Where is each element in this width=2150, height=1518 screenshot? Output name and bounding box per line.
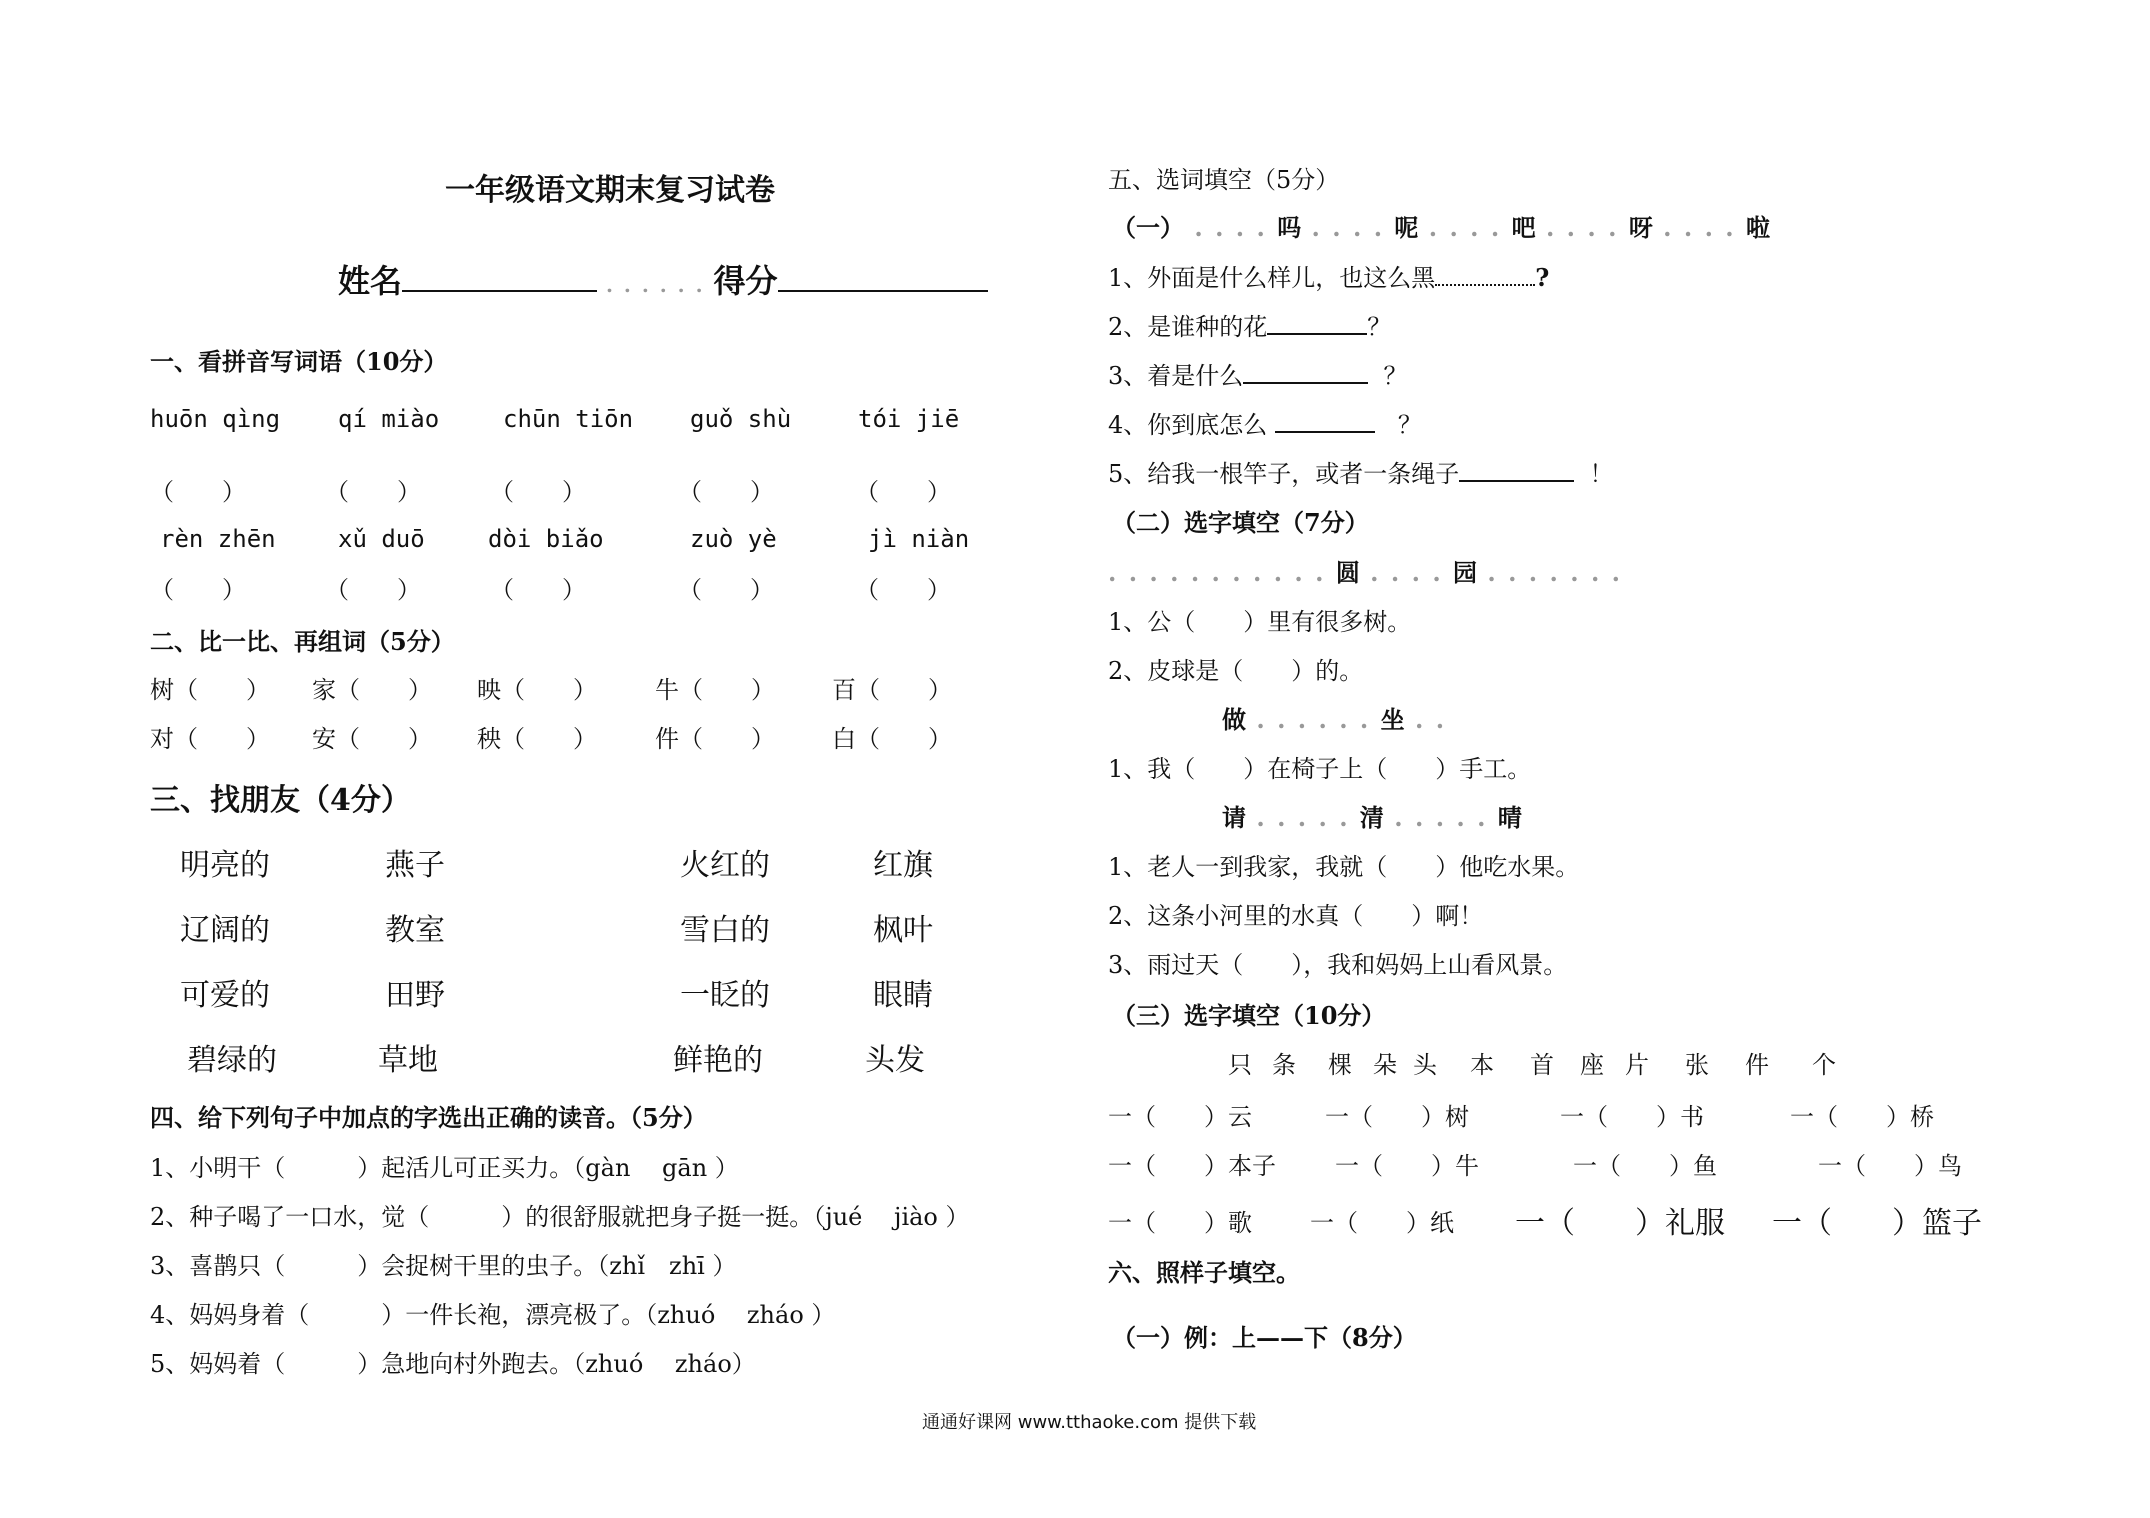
pinyin-6: rèn zhēn — [160, 525, 276, 553]
match-word[interactable]: 草地 — [378, 1043, 438, 1078]
match-word[interactable]: 一眨的 — [680, 978, 770, 1013]
answer-paren[interactable]: （ ） — [325, 478, 421, 506]
section-5-heading: 五、选词填空（5分） — [1108, 166, 1340, 194]
pinyin-10: jì niàn — [868, 525, 970, 553]
match-word[interactable]: 雪白的 — [680, 913, 770, 948]
answer-paren[interactable]: （ ） — [150, 576, 246, 604]
word-option: 吧 — [1511, 213, 1536, 242]
measure-item: 一（ ）牛 — [1335, 1152, 1479, 1180]
measure-word: 本 — [1470, 1051, 1494, 1079]
match-word[interactable]: 田野 — [385, 978, 445, 1013]
match-word[interactable]: 鲜艳的 — [673, 1043, 763, 1078]
answer-paren[interactable]: （ ） — [490, 478, 586, 506]
measure-word: 棵 — [1328, 1051, 1352, 1079]
part1-word-bank: （一） . . . . 吗 . . . . 呢 . . . . 吧 . . . . 呀 . . . . 啦 — [1112, 213, 1771, 242]
measure-item: 一（ ）鱼 — [1573, 1152, 1717, 1180]
answer-paren[interactable]: （ ） — [855, 576, 951, 604]
section-2-heading: 二、比一比、再组词（5分） — [150, 627, 455, 656]
page-title: 一年级语文期末复习试卷 — [445, 173, 775, 208]
pinyin-3: chūn tiōn — [503, 405, 634, 433]
part1-label: （一） — [1112, 213, 1184, 242]
measure-item: 一（ ）本子 — [1108, 1152, 1276, 1180]
group3-item: 3、雨过天（ ），我和妈妈上山看风景。 — [1108, 951, 1568, 979]
group1-item: 2、皮球是（ ）的。 — [1108, 657, 1364, 685]
measure-item: 一（ ）鸟 — [1818, 1152, 1962, 1180]
match-word[interactable]: 可爱的 — [180, 978, 270, 1013]
answer-blank[interactable] — [1267, 309, 1367, 335]
pinyin-8: dòi biǎo — [488, 525, 604, 553]
measure-item: 一（ ）树 — [1325, 1103, 1469, 1131]
fill-item-2: 2、是谁种的花 ？ — [1108, 307, 1391, 342]
measure-word: 座 — [1580, 1051, 1604, 1079]
answer-paren[interactable]: （ ） — [678, 478, 774, 506]
compare-item: 家（ ） — [312, 676, 432, 704]
reading-item: 4、妈妈身着（ ）一件长袍，漂亮极了。（zhuó zháo ） — [150, 1301, 836, 1329]
measure-word: 朵 — [1373, 1051, 1397, 1079]
section-6-sub: （一）例：上——下（8分） — [1112, 1323, 1417, 1352]
group2-item: 1、我（ ）在椅子上（ ）手工。 — [1108, 755, 1532, 783]
measure-item: 一（ ）书 — [1560, 1103, 1704, 1131]
char-option: 坐 — [1380, 705, 1405, 734]
match-word[interactable]: 枫叶 — [873, 913, 933, 948]
match-word[interactable]: 燕子 — [385, 848, 445, 883]
name-score-header: 姓名 . . . . . . 得分 — [338, 256, 988, 302]
char-option: 圆 — [1335, 558, 1360, 587]
match-word[interactable]: 教室 — [385, 913, 445, 948]
section-4-heading: 四、给下列句子中加点的字选出正确的读音。（5分） — [150, 1103, 707, 1132]
section-6-heading: 六、照样子填空。 — [1108, 1258, 1300, 1287]
answer-blank[interactable] — [1275, 407, 1375, 433]
pinyin-2: qí miào — [338, 405, 440, 433]
section-1-heading: 一、看拼音写词语（10分） — [150, 347, 448, 376]
fill-item-4: 4、你到底怎么 ？ — [1108, 405, 1422, 440]
fill-item-3: 3、着是什么 ？ — [1108, 356, 1408, 391]
match-word[interactable]: 火红的 — [680, 848, 770, 883]
measure-item: 一（ ）纸 — [1310, 1209, 1454, 1237]
char-option: 清 — [1359, 803, 1384, 832]
group1-word-bank: . . . . . . . . . . . 圆 . . . . 园 . . . . . . . — [1108, 558, 1623, 587]
match-word[interactable]: 头发 — [865, 1043, 925, 1078]
section-3-heading: 三、找朋友（4分） — [150, 783, 411, 818]
measure-word: 首 — [1530, 1051, 1554, 1079]
char-option: 晴 — [1497, 803, 1522, 832]
word-option: 呀 — [1628, 213, 1653, 242]
match-word[interactable]: 碧绿的 — [187, 1043, 277, 1078]
char-option: 请 — [1222, 803, 1246, 832]
char-option: 做 — [1222, 705, 1246, 734]
compare-item: 对（ ） — [150, 725, 270, 753]
word-option: 吗 — [1277, 213, 1302, 242]
name-label: 姓名 — [338, 262, 403, 300]
measure-item: 一（ ）歌 — [1108, 1209, 1252, 1237]
answer-blank[interactable] — [1459, 456, 1574, 482]
group3-item: 1、老人一到我家，我就（ ）他吃水果。 — [1108, 853, 1580, 881]
match-word[interactable]: 明亮的 — [180, 848, 270, 883]
reading-item: 1、小明干（ ）起活儿可正买力。（gàn gān ） — [150, 1154, 739, 1182]
pinyin-5: tói jiē — [858, 405, 960, 433]
measure-item: 一（ ）篮子 — [1772, 1206, 1982, 1241]
part3-heading: （三）选字填空（10分） — [1112, 1001, 1386, 1030]
compare-item: 百（ ） — [832, 676, 952, 704]
pinyin-4: guǒ shù — [690, 405, 792, 433]
answer-blank[interactable] — [1243, 358, 1368, 384]
part2-heading: （二）选字填空（7分） — [1112, 508, 1369, 537]
match-word[interactable]: 辽阔的 — [180, 913, 270, 948]
fill-item-5: 5、给我一根竿子，或者一条绳子 ！ — [1108, 454, 1614, 489]
answer-blank[interactable] — [1435, 260, 1535, 286]
group2-word-bank: 做 . . . . . . 坐 . . — [1222, 705, 1447, 734]
match-word[interactable]: 红旗 — [873, 848, 933, 883]
name-blank[interactable] — [402, 266, 597, 292]
score-label: 得分 — [713, 262, 778, 300]
compare-item: 白（ ） — [832, 725, 952, 753]
measure-word: 头 — [1413, 1051, 1437, 1079]
group1-item: 1、公（ ）里有很多树。 — [1108, 608, 1412, 636]
measure-word: 片 — [1625, 1051, 1649, 1079]
reading-item: 2、种子喝了一口水，觉（ ）的很舒服就把身子挺一挺。（jué jiào ） — [150, 1203, 970, 1231]
fill-item-1: 1、外面是什么样儿，也这么黑 ? — [1108, 258, 1549, 293]
compare-item: 秧（ ） — [477, 725, 597, 753]
answer-paren[interactable]: （ ） — [678, 576, 774, 604]
compare-item: 件（ ） — [655, 725, 775, 753]
footer-credit: 通通好课网 www.tthaoke.com 提供下载 — [922, 1412, 1257, 1433]
measure-item: 一（ ）礼服 — [1515, 1206, 1725, 1241]
compare-item: 树（ ） — [150, 676, 270, 704]
compare-item: 安（ ） — [312, 725, 432, 753]
answer-paren[interactable]: （ ） — [325, 576, 421, 604]
answer-paren[interactable]: （ ） — [490, 576, 586, 604]
reading-item: 3、喜鹊只（ ）会捉树干里的虫子。（zhǐ zhī ） — [150, 1252, 737, 1280]
char-option: 园 — [1453, 558, 1478, 587]
answer-paren[interactable]: （ ） — [855, 478, 951, 506]
measure-word: 条 — [1272, 1051, 1296, 1079]
measure-word: 张 — [1685, 1051, 1709, 1079]
reading-item: 5、妈妈着（ ）急地向村外跑去。（zhuó zháo） — [150, 1350, 756, 1378]
answer-paren[interactable]: （ ） — [150, 478, 246, 506]
measure-item: 一（ ）云 — [1108, 1103, 1252, 1131]
measure-word: 只 — [1228, 1051, 1252, 1079]
measure-word: 件 — [1745, 1051, 1769, 1079]
group3-item: 2、这条小河里的水真（ ）啊！ — [1108, 902, 1484, 930]
compare-item: 映（ ） — [477, 676, 597, 704]
measure-word: 个 — [1812, 1051, 1836, 1079]
word-option: 呢 — [1394, 213, 1419, 242]
compare-item: 牛（ ） — [655, 676, 775, 704]
match-word[interactable]: 眼睛 — [873, 978, 933, 1013]
score-blank[interactable] — [778, 266, 988, 292]
word-option: 啦 — [1746, 213, 1771, 242]
pinyin-7: xǔ duō — [338, 525, 425, 553]
group3-word-bank: 请 . . . . . 清 . . . . . 晴 — [1222, 803, 1522, 832]
pinyin-9: zuò yè — [690, 525, 777, 553]
measure-item: 一（ ）桥 — [1790, 1103, 1934, 1131]
pinyin-1: huōn qìng — [150, 405, 281, 433]
